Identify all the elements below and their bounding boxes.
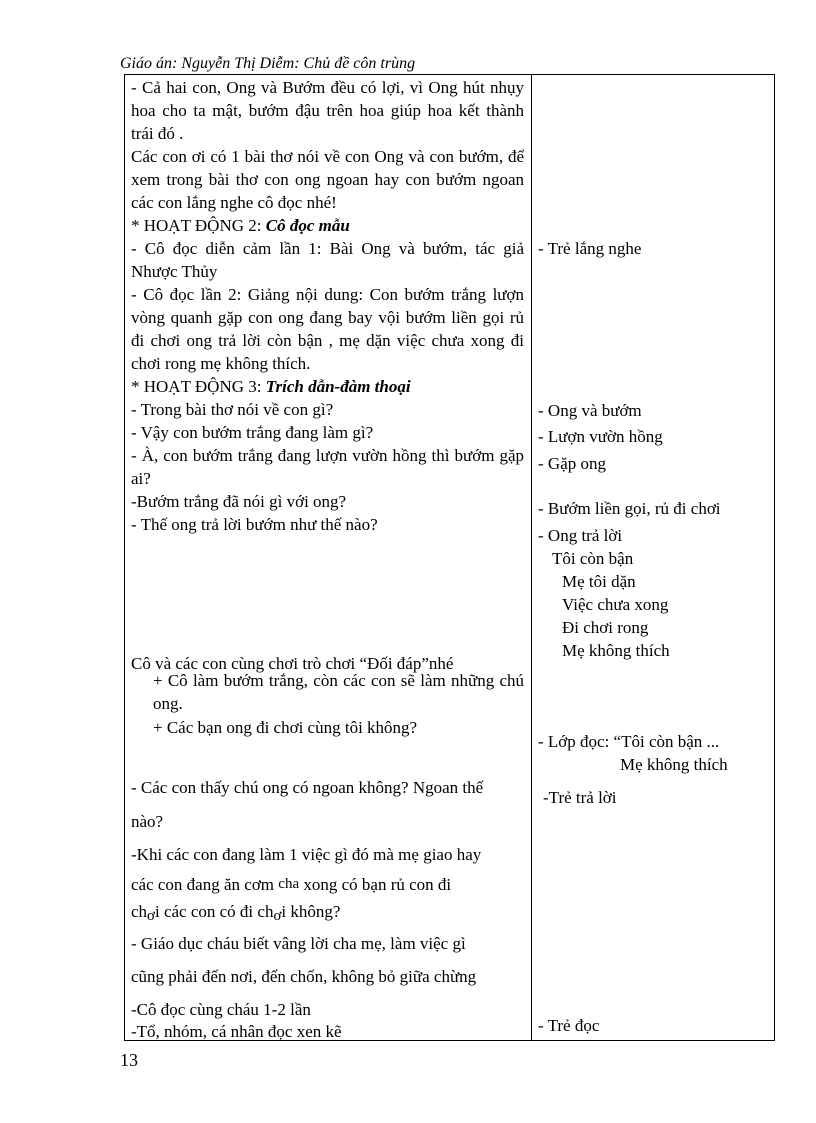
game-rule-2: + Các bạn ong đi chơi cùng tôi không? <box>153 718 418 737</box>
question-6-line-2: nào? <box>131 812 164 831</box>
question-7-line-3 <box>131 900 524 928</box>
game-intro: Cô và các con cùng chơi trò chơi “Đối đáp”nhé <box>131 654 454 673</box>
q7-line3-a: ch <box>131 902 148 921</box>
education-line-1: - Giáo dục cháu biết vâng lời cha mẹ, làm việc gì <box>131 934 466 953</box>
question-2: - Vậy con bướm trắng đang làm gì? <box>131 423 374 442</box>
poem-line-3: Việc chưa xong <box>562 595 669 614</box>
class-reading-end: Mẹ không thích <box>620 755 728 774</box>
activity-2-heading <box>131 214 524 237</box>
education-line-2: cũng phải đến nơi, đến chốn, không bỏ giữa chừng <box>131 967 477 986</box>
question-7-line-2 <box>131 873 524 896</box>
question-1: - Trong bài thơ nói về con gì? <box>131 400 334 419</box>
paragraph-read-1: - Cô đọc diễn cảm lần 1: Bài Ong và bướm, tác giả Nhược Thủy <box>131 239 524 281</box>
question-3: - À, con bướm trắng đang lượn vườn hồng thì bướm gặp ai? <box>131 446 524 488</box>
q7-line3-e: i không? <box>281 902 341 921</box>
activity-3-prefix: * HOẠT ĐỘNG 3: <box>131 377 266 396</box>
answer-listen: - Trẻ lắng nghe <box>538 239 642 258</box>
answer-children-respond: -Trẻ trả lời <box>543 788 617 807</box>
column-divider <box>531 74 532 1041</box>
read-groups: -Tổ, nhóm, cá nhân đọc xen kẽ <box>131 1022 342 1041</box>
answer-3: - Gặp ong <box>538 454 606 473</box>
q7-text-a: các con đang ăn cơm <box>131 875 279 894</box>
activity-3-title: Trích dẫn-đàm thoại <box>265 377 411 396</box>
class-reading: - Lớp đọc: “Tôi còn bận ... <box>538 732 720 751</box>
read-together: -Cô đọc cùng cháu 1-2 lần <box>131 1000 311 1019</box>
activity-3-heading <box>131 375 524 398</box>
q7-line3-d: ơ <box>273 908 282 924</box>
question-6-line-1: - Các con thấy chú ong có ngoan không? Ngoan thế <box>131 778 484 797</box>
q7-text-b: cha <box>278 876 300 892</box>
poem-line-5: Mẹ không thích <box>562 641 670 660</box>
question-5: - Thế ong trả lời bướm như thế nào? <box>131 515 378 534</box>
paragraph-poem-intro: Các con ơi có 1 bài thơ nói về con Ong và con bướm, để xem trong bài thơ con ong ngoan hay con bướm ngoan các con lắng nghe cô đọc nhé! <box>131 147 524 212</box>
question-4: -Bướm trắng đã nói gì với ong? <box>131 492 347 511</box>
paragraph-read-2: - Cô đọc lần 2: Giảng nội dung: Con bướm trắng lượn vòng quanh gặp con ong đang bay vội bướm liền gọi rủ đi chơi ong trả lời còn bận , mẹ dặn việc chưa xong đi chơi rong mẹ không thích. <box>131 285 524 373</box>
paragraph-benefits: - Cả hai con, Ong và Bướm đều có lợi, vì Ong hút nhụy hoa cho ta mật, bướm đậu trên hoa giúp hoa kết thành trái đó . <box>131 78 524 143</box>
game-rule-1: + Cô làm bướm trắng, còn các con sẽ làm những chú ong. <box>153 671 524 713</box>
document-header: Giáo án: Nguyễn Thị Diễm: Chủ đề côn trùng <box>120 55 416 72</box>
answer-4: - Bướm liền gọi, rủ đi chơi <box>538 499 721 518</box>
answer-1: - Ong và bướm <box>538 401 642 420</box>
q7-line3-b: ơ <box>147 908 155 924</box>
page-number: 13 <box>120 1050 138 1070</box>
answer-2: - Lượn vườn hồng <box>538 427 663 446</box>
activity-2-title: Cô đọc mẫu <box>265 216 350 235</box>
poem-line-1: Tôi còn bận <box>552 549 634 568</box>
q7-line3-c: i các con có đi ch <box>154 902 274 921</box>
poem-line-2: Mẹ tôi dặn <box>562 572 636 591</box>
answer-children-read: - Trẻ đọc <box>538 1016 600 1035</box>
question-7-line-1: -Khi các con đang làm 1 việc gì đó mà mẹ giao hay <box>131 845 482 864</box>
activity-2-prefix: * HOẠT ĐỘNG 2: <box>131 216 266 235</box>
poem-line-4: Đi chơi rong <box>562 618 649 637</box>
q7-text-c: xong có bạn rủ con đi <box>299 875 452 894</box>
answer-5: - Ong trả lời <box>538 526 623 545</box>
